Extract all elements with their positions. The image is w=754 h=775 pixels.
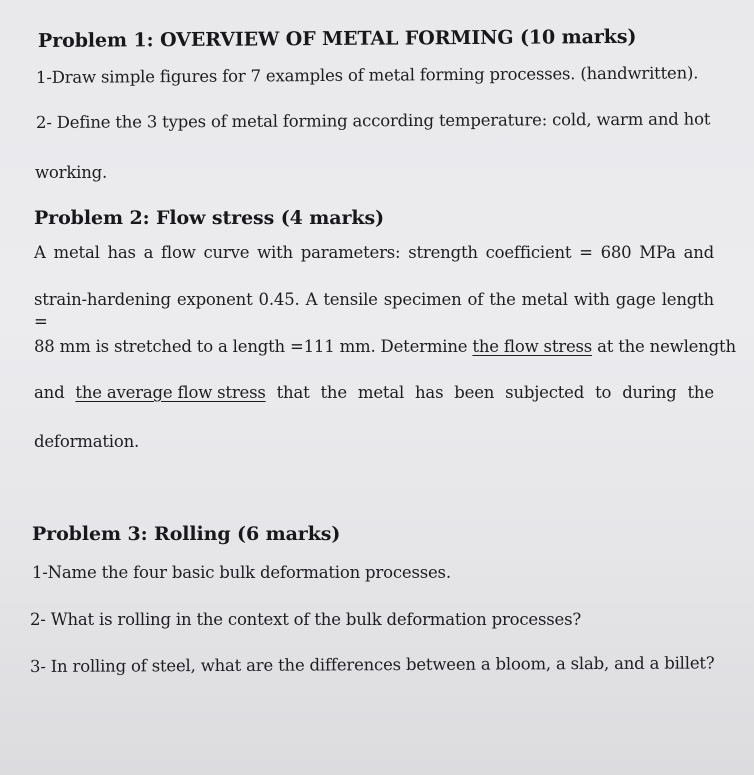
problem3-item3: 3- In rolling of steel, what are the differences between a bloom, a slab, and a billet? — [29, 653, 715, 676]
average-flow-stress-underlined: the average flow stress — [75, 383, 266, 402]
line4-word: the — [687, 383, 714, 402]
line4-word: has — [415, 383, 444, 402]
problem2-line3-pre: 88 mm is stretched to a length =111 mm. Determine — [34, 337, 473, 356]
problem2-line4 — [34, 382, 714, 404]
line4-word: been — [454, 383, 495, 402]
problem2-line3-post: at the newlength — [592, 337, 736, 356]
line4-word: that — [276, 383, 310, 402]
problem3-heading: Problem 3: Rolling (6 marks) — [32, 523, 341, 545]
problem2-line3 — [34, 336, 736, 358]
problem3-item1: 1-Name the four basic bulk deformation processes. — [32, 563, 451, 582]
problem1-item1: 1-Draw simple figures for 7 examples of metal forming processes. (handwritten). — [35, 63, 699, 87]
problem2-line2: strain-hardening exponent 0.45. A tensile specimen of the metal with gage length = — [34, 290, 714, 331]
line4-word: the — [320, 383, 347, 402]
problem1-item2-line1: 2- Define the 3 types of metal forming according temperature: cold, warm and hot — [35, 109, 711, 132]
line4-word: during — [622, 383, 677, 402]
problem2-line5: deformation. — [34, 432, 140, 451]
problem1-heading: Problem 1: OVERVIEW OF METAL FORMING (10 marks) — [37, 25, 637, 52]
problem2-heading: Problem 2: Flow stress (4 marks) — [34, 207, 384, 229]
line4-word: metal — [357, 383, 405, 402]
line4-word: to — [595, 383, 612, 402]
line4-word: and — [34, 383, 65, 402]
flow-stress-underlined: the flow stress — [472, 337, 593, 356]
problem2-line1: A metal has a flow curve with parameters: strength coefficient = 680 MPa and — [34, 243, 714, 262]
problem1-item2-line2: working. — [35, 163, 108, 182]
problem3-item2: 2- What is rolling in the context of the bulk deformation processes? — [30, 610, 582, 629]
line4-word: subjected — [505, 383, 585, 402]
